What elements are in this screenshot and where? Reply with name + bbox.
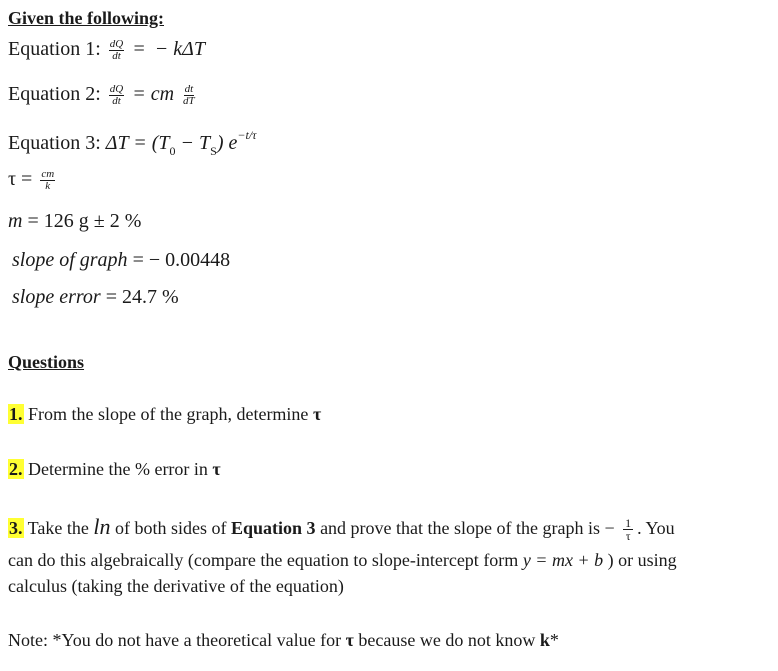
question-text: can do this algebraically (compare the equation to slope-intercept form [8,550,523,570]
question-text: calculus (taking the derivative of the equation) [8,576,344,596]
mass-line [8,210,141,233]
equation-1-fraction [109,39,124,62]
mass-value: = 126 g ± 2 % [27,210,142,232]
question-number: 1. [9,404,23,424]
equation-1-rhs: = − kΔT [132,38,205,60]
question-text: Take the [23,518,94,538]
question-bold: Equation 3 [231,518,316,538]
frac-numerator: dQ [109,82,124,95]
slope-value: = − 0.00448 [132,249,231,271]
slope-line [12,249,230,272]
note-text: * [549,630,559,650]
mass-var: m [8,210,23,232]
equation-2 [8,83,199,107]
question-text: of both sides of [110,518,232,538]
question-bold: τ [212,459,221,479]
note [8,630,559,651]
questions-heading: Questions [8,352,85,372]
question-text: ) or using [603,550,677,570]
question-2 [8,459,221,480]
frac-denominator: dt [112,49,121,62]
equation-3-label: Equation 3: [8,132,101,154]
question-number: 2. [9,459,23,479]
subscript-0: 0 [169,144,176,158]
note-text: because we do not know [353,630,540,650]
question-3-line-2 [8,550,677,571]
question-text: Determine the % error in [23,459,213,479]
question-3-line-3 [8,576,344,597]
question-number: 3. [9,518,23,538]
frac-denominator: dT [183,94,195,107]
equation-1 [8,38,205,62]
question-1 [8,404,321,425]
equation-3-minus: − T [175,132,211,154]
ln-term: ln [93,514,111,539]
frac-denominator: dt [112,94,121,107]
tau-fraction [40,169,55,192]
slope-error-value: = 24.7 % [105,286,179,308]
note-text: Note: *You do not have a theoretical value for [8,630,346,650]
note-k: k [539,630,550,650]
one-over-tau-fraction [623,517,633,542]
equation-3 [8,128,256,159]
frac-denominator: τ [625,529,631,544]
equation-2-fraction [109,84,124,107]
tau-lhs: τ = [8,168,33,190]
frac-numerator: dt [184,82,194,95]
question-3 [8,514,675,542]
given-heading: Given the following: [8,8,164,28]
equation-2-label: Equation 2: [8,83,101,105]
subscript-s: S [210,144,217,158]
note-tau: τ [345,630,354,650]
question-text: . You [637,518,675,538]
slope-error-line [12,286,179,309]
question-text: and prove that the slope of the graph is − [315,518,620,538]
frac-numerator: 1 [625,516,632,531]
equation-2-mid: = cm [132,83,175,105]
frac-numerator: cm [41,167,55,180]
equation-3-exponent: −t/τ [237,128,257,142]
equation-1-label: Equation 1: [8,38,101,60]
slope-var: slope of graph [12,249,128,271]
slope-intercept-equation: y = mx + b [522,550,604,570]
question-text: From the slope of the graph, determine [23,404,313,424]
equation-3-lhs: ΔT = (T [105,132,170,154]
equation-3-exp-base: ) e [216,132,238,154]
slope-error-var: slope error [12,286,101,308]
frac-denominator: k [45,179,51,192]
equation-2-fraction-2 [182,84,196,107]
frac-numerator: dQ [109,37,124,50]
tau-definition [8,168,58,192]
question-bold: τ [312,404,322,424]
